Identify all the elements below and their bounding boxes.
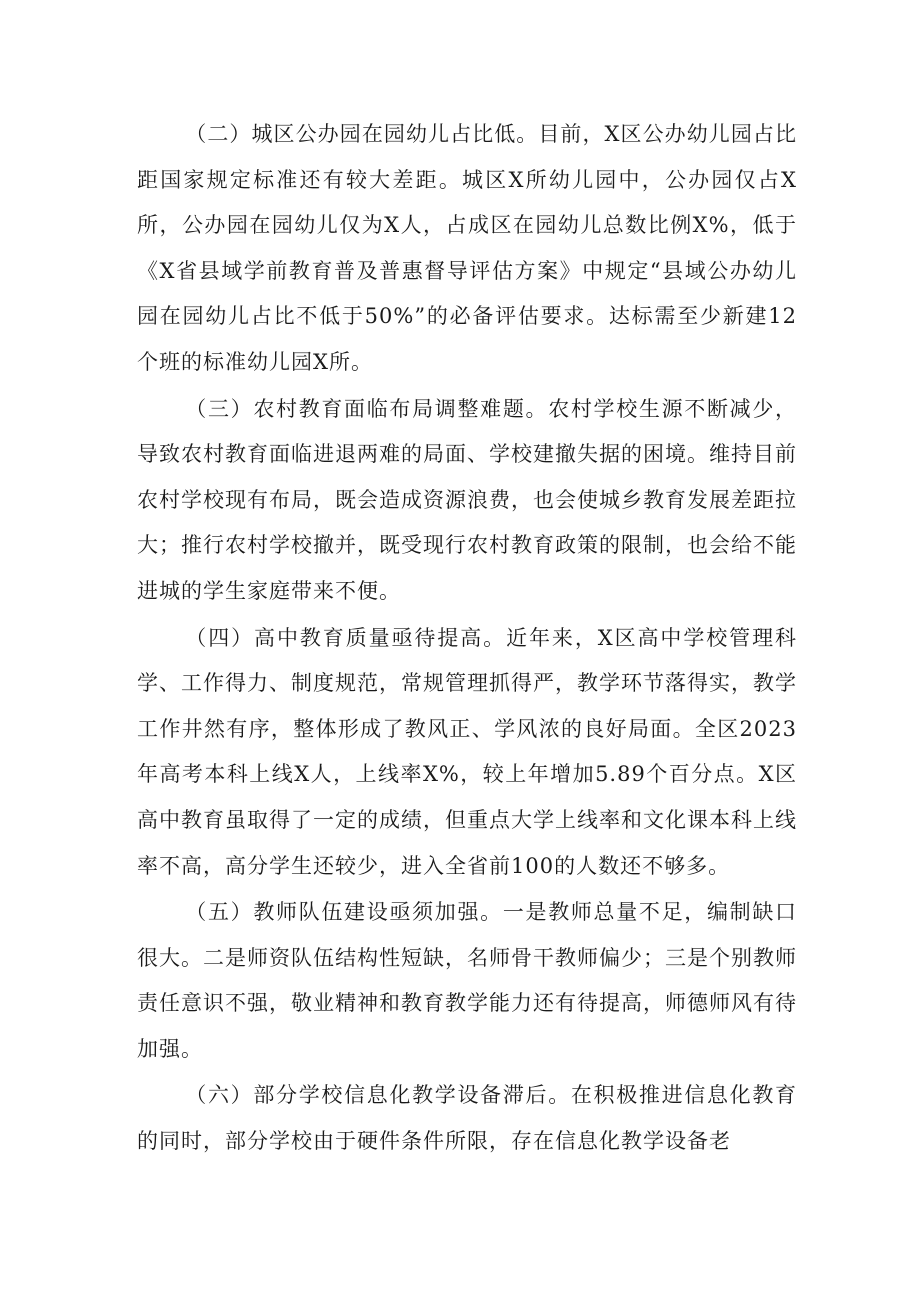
paragraph-high-school-quality: （四）高中教育质量亟待提高。近年来，X区高中学校管理科学、工作得力、制度规范，常规管理抓得严，教学环节落得实，教学工作井然有序，整体形成了教风正、学风浓的良好局面。全区2023年高考本科上线X人，上线率X%，较上年增加5.89个百分点。X区高中教育虽取得了一定的成绩，但重点大学上线率和文化课本科上线率不高，高分学生还较少，进入全省前100的人数还不够多。 [137, 625, 797, 878]
paragraph-it-equipment: （六）部分学校信息化教学设备滞后。在积极推进信息化教育的同时，部分学校由于硬件条件所限，存在信息化教学设备老 [137, 1083, 797, 1154]
document-body [137, 112, 797, 1165]
paragraph-teacher-workforce: （五）教师队伍建设亟须加强。一是教师总量不足，编制缺口很大。二是师资队伍结构性短缺，名师骨干教师偏少；三是个别教师责任意识不强，敬业精神和教育教学能力还有待提高，师德师风有待加强。 [137, 900, 797, 1061]
paragraph-urban-public-kindergarten: （二）城区公办园在园幼儿占比低。目前，X区公办幼儿园占比距国家规定标准还有较大差距。城区X所幼儿园中，公办园仅占X所，公办园在园幼儿仅为X人，占成区在园幼儿总数比例X%，低于《X省县域学前教育普及普惠督导评估方案》中规定“县域公办幼儿园在园幼儿占比不低于50%”的必备评估要求。达标需至少新建12个班的标准幼儿园X所。 [137, 122, 797, 374]
paragraph-rural-school-layout: （三）农村教育面临布局调整难题。农村学校生源不断减少，导致农村教育面临进退两难的局面、学校建撤失据的困境。维持目前农村学校现有布局，既会造成资源浪费，也会使城乡教育发展差距拉大；推行农村学校撤并，既受现行农村教育政策的限制，也会给不能进城的学生家庭带来不便。 [137, 396, 797, 603]
